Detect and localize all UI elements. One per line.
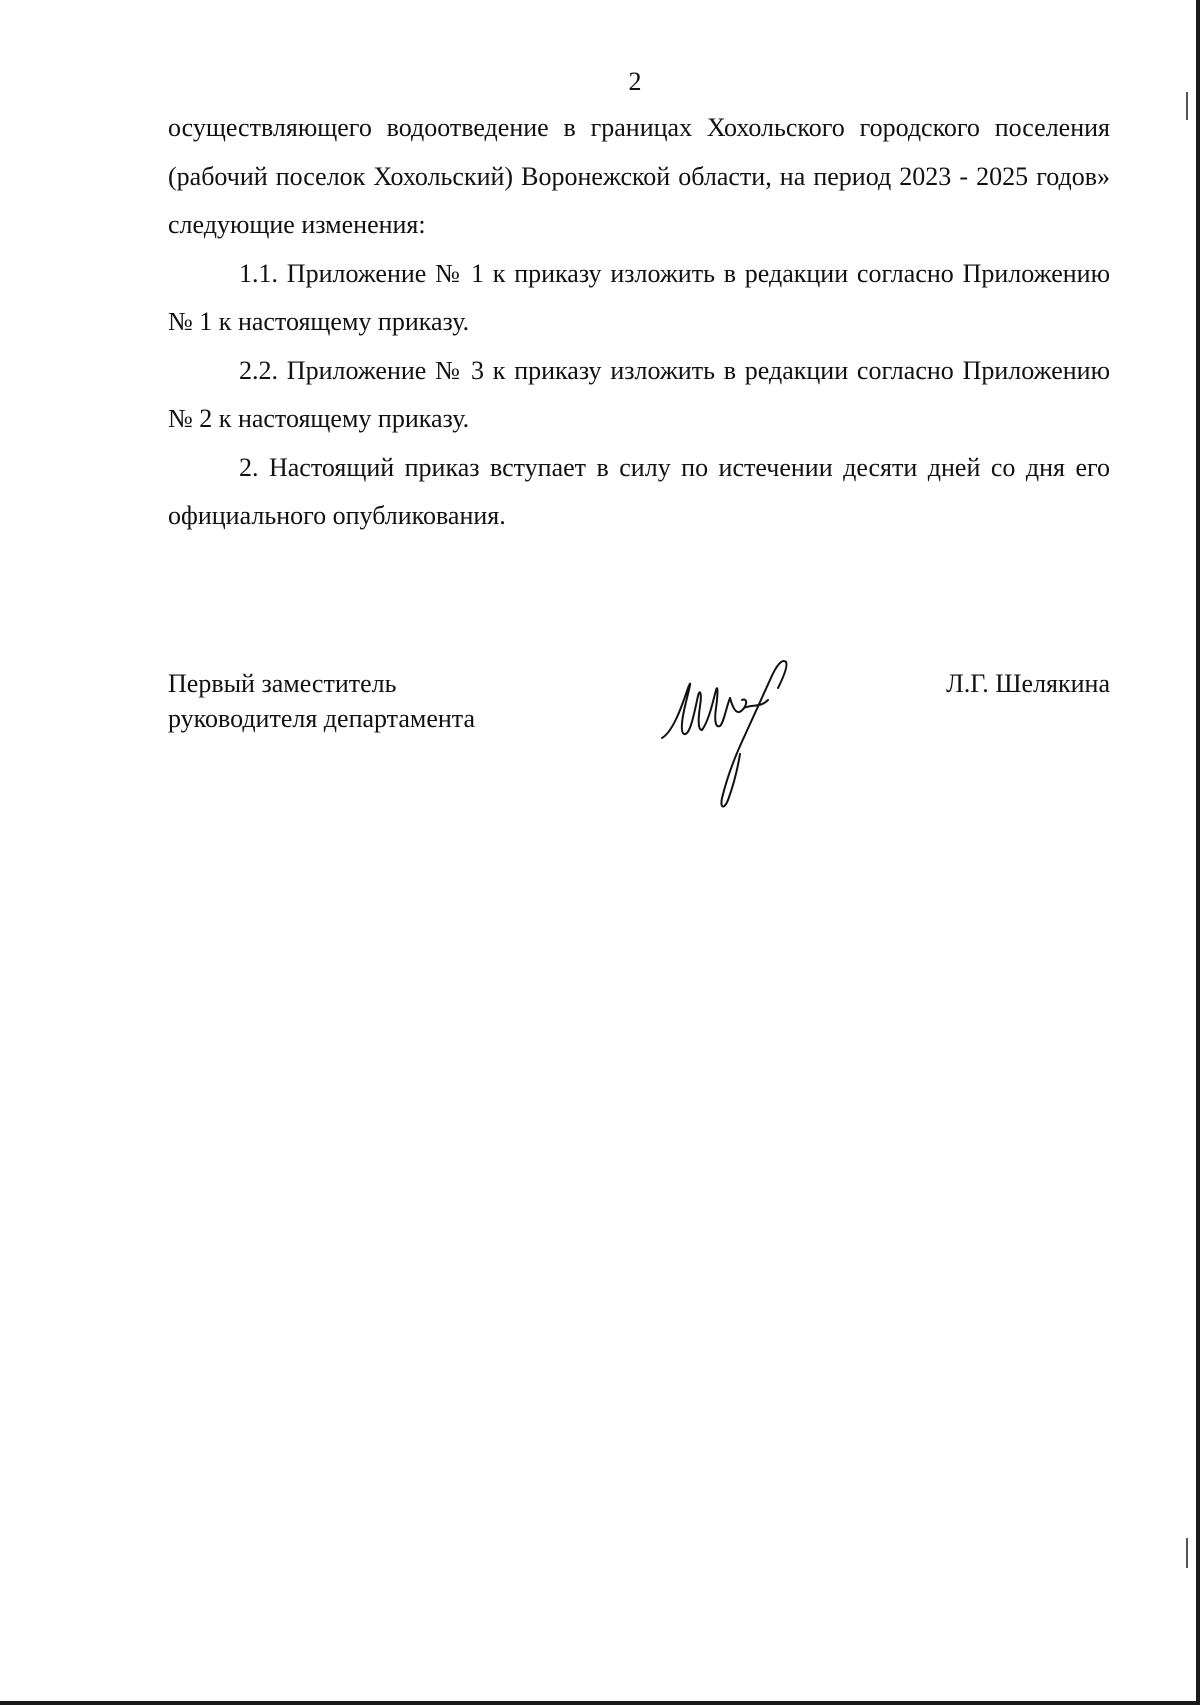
paragraph-item-1-1: 1.1. Приложение № 1 к приказу изложить в редакции согласно Приложению № 1 к настоящему приказу.: [168, 258, 1110, 336]
handwritten-signature-icon: [654, 642, 804, 822]
signatory-position-line-2: руководителя департамента: [168, 704, 476, 733]
scan-edge-bottom: [0, 1701, 1200, 1705]
scan-mark-bottom: [1186, 1538, 1188, 1568]
paragraph-continuation: осуществляющего водоотведение в границах Хохольского городского поселения (рабочий поселок Хохольский) Воронежской области, на период 2023 - 2025 годов» следующие изменения:: [168, 113, 1110, 239]
page-number: 2: [628, 67, 642, 96]
document-body: [168, 104, 1110, 541]
scan-mark-top: [1186, 92, 1188, 120]
signatory-position: [168, 666, 475, 736]
paragraph-item-2: 2. Настоящий приказ вступает в силу по истечении десяти дней со дня его официального опубликования.: [168, 452, 1110, 530]
signature-block: [168, 666, 1110, 806]
scan-edge-right: [1196, 0, 1200, 1705]
signatory-name: Л.Г. Шелякина: [946, 669, 1110, 698]
signatory-position-line-1: Первый заместитель: [168, 669, 397, 698]
paragraph-item-2-2: 2.2. Приложение № 3 к приказу изложить в редакции согласно Приложению № 2 к настоящему приказу.: [168, 355, 1110, 433]
